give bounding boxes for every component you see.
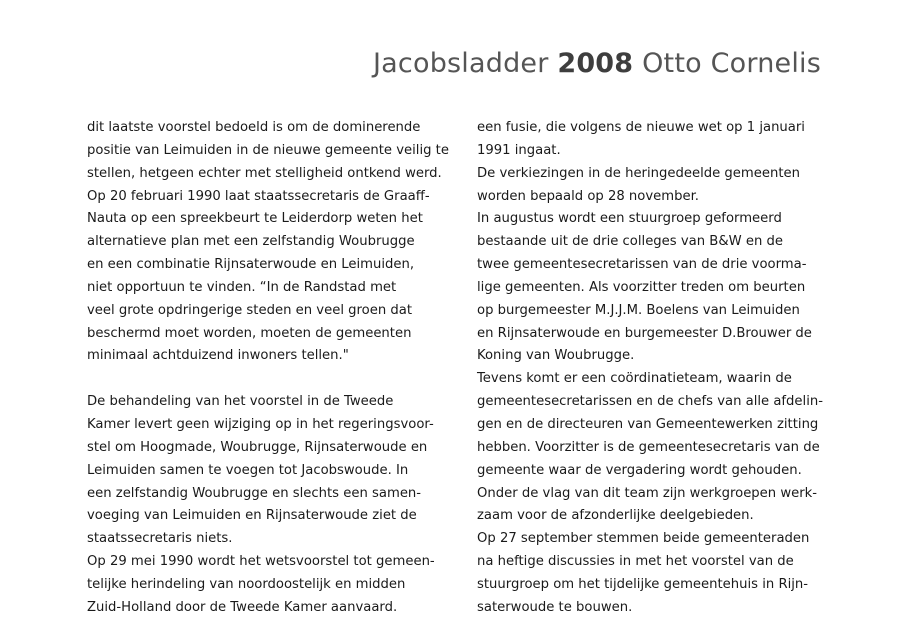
text-line: en een combinatie Rijnsaterwoude en Leimuiden, <box>87 257 415 273</box>
header-year: 2008 <box>557 48 634 79</box>
text-line: lige gemeenten. Als voorzitter treden om beurten <box>477 279 806 295</box>
text-line: telijke herindeling van noordoostelijk en midden <box>87 576 406 592</box>
text-line: veel grote opdringerige steden en veel groen dat <box>87 302 413 318</box>
text-line: 1991 ingaat. <box>477 142 561 158</box>
text-line: een zelfstandig Woubrugge en slechts een samen- <box>87 485 422 501</box>
text-line: alternatieve plan met een zelfstandig Woubrugge <box>87 234 415 250</box>
text-line: Koning van Woubrugge. <box>477 348 635 364</box>
text-line: Op 29 mei 1990 wordt het wetsvoorstel tot gemeen- <box>87 554 435 570</box>
text-line: gemeentesecretarissen en de chefs van alle afdelin- <box>477 394 823 410</box>
text-line: voeging van Leimuiden en Rijnsaterwoude ziet de <box>87 508 417 524</box>
text-line: Zuid-Holland door de Tweede Kamer aanvaard. <box>87 599 398 615</box>
text-line: Onder de vlag van dit team zijn werkgroepen werk- <box>477 485 818 501</box>
text-line: minimaal achtduizend inwoners tellen." <box>87 348 349 364</box>
paragraph-break <box>87 368 449 391</box>
left-text-column <box>87 117 449 620</box>
header-author: Otto Cornelis <box>642 48 821 79</box>
text-line: De verkiezingen in de heringedeelde gemeenten <box>477 165 800 181</box>
text-line: Kamer levert geen wijziging op in het regeringsvoor- <box>87 416 434 432</box>
text-line: stel om Hoogmade, Woubrugge, Rijnsaterwoude en <box>87 439 428 455</box>
text-line: beschermd moet worden, moeten de gemeenten <box>87 325 412 341</box>
text-line: niet opportuun te vinden. “In de Randstad met <box>87 279 397 295</box>
text-line: en Rijnsaterwoude en burgemeester D.Brouwer de <box>477 325 812 341</box>
text-line: bestaande uit de drie colleges van B&W en de <box>477 234 783 250</box>
text-line: staatssecretaris niets. <box>87 531 233 547</box>
text-line: Leimuiden samen te voegen tot Jacobswoude. In <box>87 462 409 478</box>
text-line: twee gemeentesecretarissen van de drie voorma- <box>477 257 807 273</box>
text-line: De behandeling van het voorstel in de Tweede <box>87 394 394 410</box>
text-line: gemeente waar de vergadering wordt gehouden. <box>477 462 802 478</box>
text-line: Tevens komt er een coördinatieteam, waarin de <box>477 371 792 387</box>
text-line: op burgemeester M.J.J.M. Boelens van Leimuiden <box>477 302 800 318</box>
text-line: hebben. Voorzitter is de gemeentesecretaris van de <box>477 439 820 455</box>
text-line: Op 27 september stemmen beide gemeenteraden <box>477 531 810 547</box>
text-line: worden bepaald op 28 november. <box>477 188 700 204</box>
text-line: zaam voor de afzonderlijke deelgebieden. <box>477 508 754 524</box>
page-header <box>373 48 821 79</box>
text-line: dit laatste voorstel bedoeld is om de dominerende <box>87 120 421 135</box>
text-line: saterwoude te bouwen. <box>477 599 633 615</box>
text-line: gen en de directeuren van Gemeentewerken zitting <box>477 416 819 432</box>
header-title: Jacobsladder <box>373 48 549 79</box>
text-line: stuurgroep om het tijdelijke gemeentehuis in Rijn- <box>477 576 809 592</box>
right-text-column <box>477 117 823 620</box>
text-line: na heftige discussies in met het voorstel van de <box>477 554 794 570</box>
text-line: Nauta op een spreekbeurt te Leiderdorp weten het <box>87 211 423 227</box>
text-line: Op 20 februari 1990 laat staatssecretaris de Graaff- <box>87 188 430 204</box>
text-line: stellen, hetgeen echter met stelligheid ontkend werd. <box>87 165 442 181</box>
text-line: In augustus wordt een stuurgroep geformeerd <box>477 211 782 227</box>
text-line: positie van Leimuiden in de nieuwe gemeente veilig te <box>87 142 449 158</box>
text-line: een fusie, die volgens de nieuwe wet op 1 januari <box>477 120 805 135</box>
